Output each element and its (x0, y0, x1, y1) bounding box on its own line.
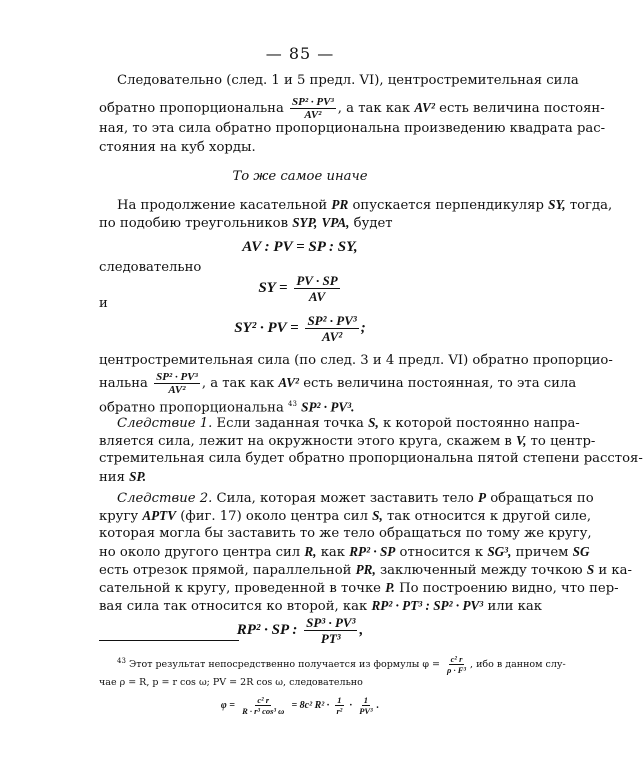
fraction-numerator: SP³ · PV³ (306, 614, 356, 630)
paragraph-5-line-4 (99, 543, 590, 562)
math: AV² (414, 100, 435, 115)
math: S (586, 562, 595, 577)
math: S, (368, 415, 379, 430)
fraction-denominator: PT³ (320, 630, 341, 646)
fraction-denominator: PV³ (359, 706, 373, 716)
footnote-marker[interactable]: 43 (288, 400, 297, 408)
text: будет (353, 216, 393, 231)
fraction-numerator: SP² · PV³ (156, 371, 198, 383)
math: ; (360, 320, 366, 336)
text: или как (487, 599, 542, 614)
fraction-numerator: c² r (257, 695, 270, 705)
text: ния (99, 470, 125, 485)
paragraph-5-line-5 (99, 561, 632, 580)
text: Если заданная точка (216, 416, 364, 431)
math: φ = (220, 700, 235, 711)
text: вая сила так относится ко второй, как (99, 599, 368, 614)
fraction-denominator: R · r³ cos³ ω (242, 706, 285, 716)
footnote-line-1 (117, 654, 566, 675)
math: AV² (278, 375, 299, 390)
fraction-numerator: SP² · PV³ (292, 96, 334, 108)
math: PR (331, 197, 349, 212)
math: R, (304, 544, 317, 559)
corollary-label: Следствие 2. (117, 491, 213, 506)
paragraph-3-line-1: центростремительная сила (по след. 3 и 4 предл. VI) обратно пропорцио- (99, 353, 613, 368)
math: S, (372, 508, 383, 523)
paragraph-2-line-2 (99, 214, 496, 233)
paragraph-1-line-4: стояния на куб хорды. (99, 140, 256, 155)
paragraph-4-line-2 (99, 432, 596, 451)
fraction (445, 654, 468, 675)
equation-3 (0, 311, 600, 343)
text: вляется сила, лежит на окружности этого круга, скажем в (99, 434, 512, 449)
paragraph-3-line-2 (99, 370, 577, 396)
math: SP² · PV³. (301, 399, 355, 415)
fraction-denominator: AV² (304, 109, 322, 121)
text: то центр- (530, 434, 596, 449)
fraction-denominator: r² (336, 706, 343, 716)
footnote-line-3 (0, 692, 600, 720)
math: PR, (355, 562, 376, 577)
paragraph-1-line-3: ная, то эта сила обратно пропорциональна произведению квадрата рас- (99, 121, 606, 136)
paragraph-5-line-3: которая могла бы заставить то же тело обращаться по тому же кругу, (99, 526, 592, 541)
text: по подобию треугольников (99, 216, 289, 231)
text: , а так как (337, 101, 411, 116)
text: относится к (399, 545, 484, 560)
text: сательной к кругу, проведенной в точке (99, 581, 381, 596)
text: и ка- (598, 563, 632, 578)
paragraph-5-line-1 (99, 489, 594, 508)
word-i: и (99, 296, 108, 311)
paragraph-1-line-1: Следовательно (след. 1 и 5 предл. VI), центростремительная сила (117, 73, 579, 88)
corollary-label: Следствие 1. (117, 416, 213, 431)
text: обратно пропорциональна (99, 400, 284, 416)
text: есть величина постоянная, то эта сила (303, 376, 577, 391)
fraction-denominator: AV² (168, 384, 186, 396)
math: RP² · PT³ : SP² · PV³ (371, 598, 484, 613)
fraction-denominator: ρ · F³ (447, 665, 467, 676)
equation-1 (0, 237, 600, 256)
text: По построению видно, что пер- (399, 581, 619, 596)
equation-4 (0, 612, 600, 646)
text: как (320, 545, 346, 560)
text: заключенный между точкою (379, 563, 583, 578)
fraction (334, 695, 344, 716)
fraction-numerator: SP² · PV³ (307, 312, 357, 328)
fraction-denominator: AV (308, 288, 326, 304)
fraction-numerator: 1 (363, 695, 369, 705)
math: V, (516, 433, 527, 448)
text: причем (515, 545, 569, 560)
math: SP. (129, 469, 147, 484)
fraction-numerator: PV · SP (296, 272, 338, 288)
paragraph-4-line-4 (99, 468, 496, 487)
page-number: — 85 — (265, 44, 335, 63)
text: Этот результат непосредственно получается из формулы φ = (128, 659, 441, 671)
text: На продолжение касательной (117, 198, 328, 213)
paragraph-5-line-6 (99, 579, 619, 598)
text: кругу (99, 509, 139, 524)
math: SY, (548, 197, 566, 212)
text: , а так как (201, 376, 275, 391)
math: P. (385, 580, 395, 595)
text: есть отрезок прямой, параллельной (99, 563, 352, 578)
math: SY = (258, 280, 288, 296)
fraction (304, 615, 357, 646)
text: , ибо в данном слу- (470, 659, 566, 671)
math: AV : PV = SP : SY, (242, 239, 358, 255)
footnote-number: 43 (117, 657, 126, 665)
footnote-line-2: чае ρ = R, p = r cos ω; PV = 2R cos ω, следовательно (99, 677, 363, 688)
math: RP² · SP : (236, 622, 298, 638)
text: нальна (99, 376, 148, 391)
text: обратно пропорциональна (99, 101, 284, 116)
footnote-rule (99, 640, 239, 641)
fraction (154, 371, 200, 396)
fraction-numerator: 1 (337, 695, 342, 705)
text: Сила, которая может заставить тело (216, 491, 474, 506)
math: SYP, (292, 215, 318, 230)
section-heading: То же самое иначе (232, 169, 368, 184)
fraction (240, 695, 286, 716)
text: есть величина постоян- (439, 101, 605, 116)
text: (фиг. 17) около центра сил (180, 509, 368, 524)
fraction (290, 96, 336, 121)
text: опускается перпендикуляр (352, 198, 544, 213)
fraction (357, 695, 374, 716)
fraction-denominator: AV² (321, 328, 343, 344)
paragraph-4-line-3: стремительная сила будет обратно пропорциональна пятой степени расстоя- (99, 451, 643, 466)
math: = 8c² R² · (291, 700, 330, 711)
math: SG³, (487, 544, 512, 559)
paragraph-1-line-2 (99, 96, 605, 121)
text: обращаться по (490, 491, 594, 506)
math: P (477, 490, 487, 505)
math: APTV (142, 508, 177, 523)
paragraph-5-line-2 (99, 507, 592, 526)
math: . (376, 700, 380, 711)
paragraph-2-line-1 (99, 196, 613, 215)
math: , (359, 622, 364, 638)
word-sledovatelno: следовательно (99, 260, 202, 275)
math: · (349, 700, 353, 711)
math: RP² · SP (349, 544, 396, 559)
text: так относится к другой силе, (387, 509, 592, 524)
paragraph-4-line-1 (99, 414, 580, 433)
text: тогда, (569, 198, 613, 213)
fraction-numerator: c² r (450, 654, 463, 665)
math: SY² · PV = (234, 320, 299, 336)
fraction (305, 313, 358, 344)
math: SG (572, 544, 590, 559)
text: но около другого центра сил (99, 545, 301, 560)
text: к которой постоянно напра- (382, 416, 580, 431)
math: VPA, (321, 215, 350, 230)
